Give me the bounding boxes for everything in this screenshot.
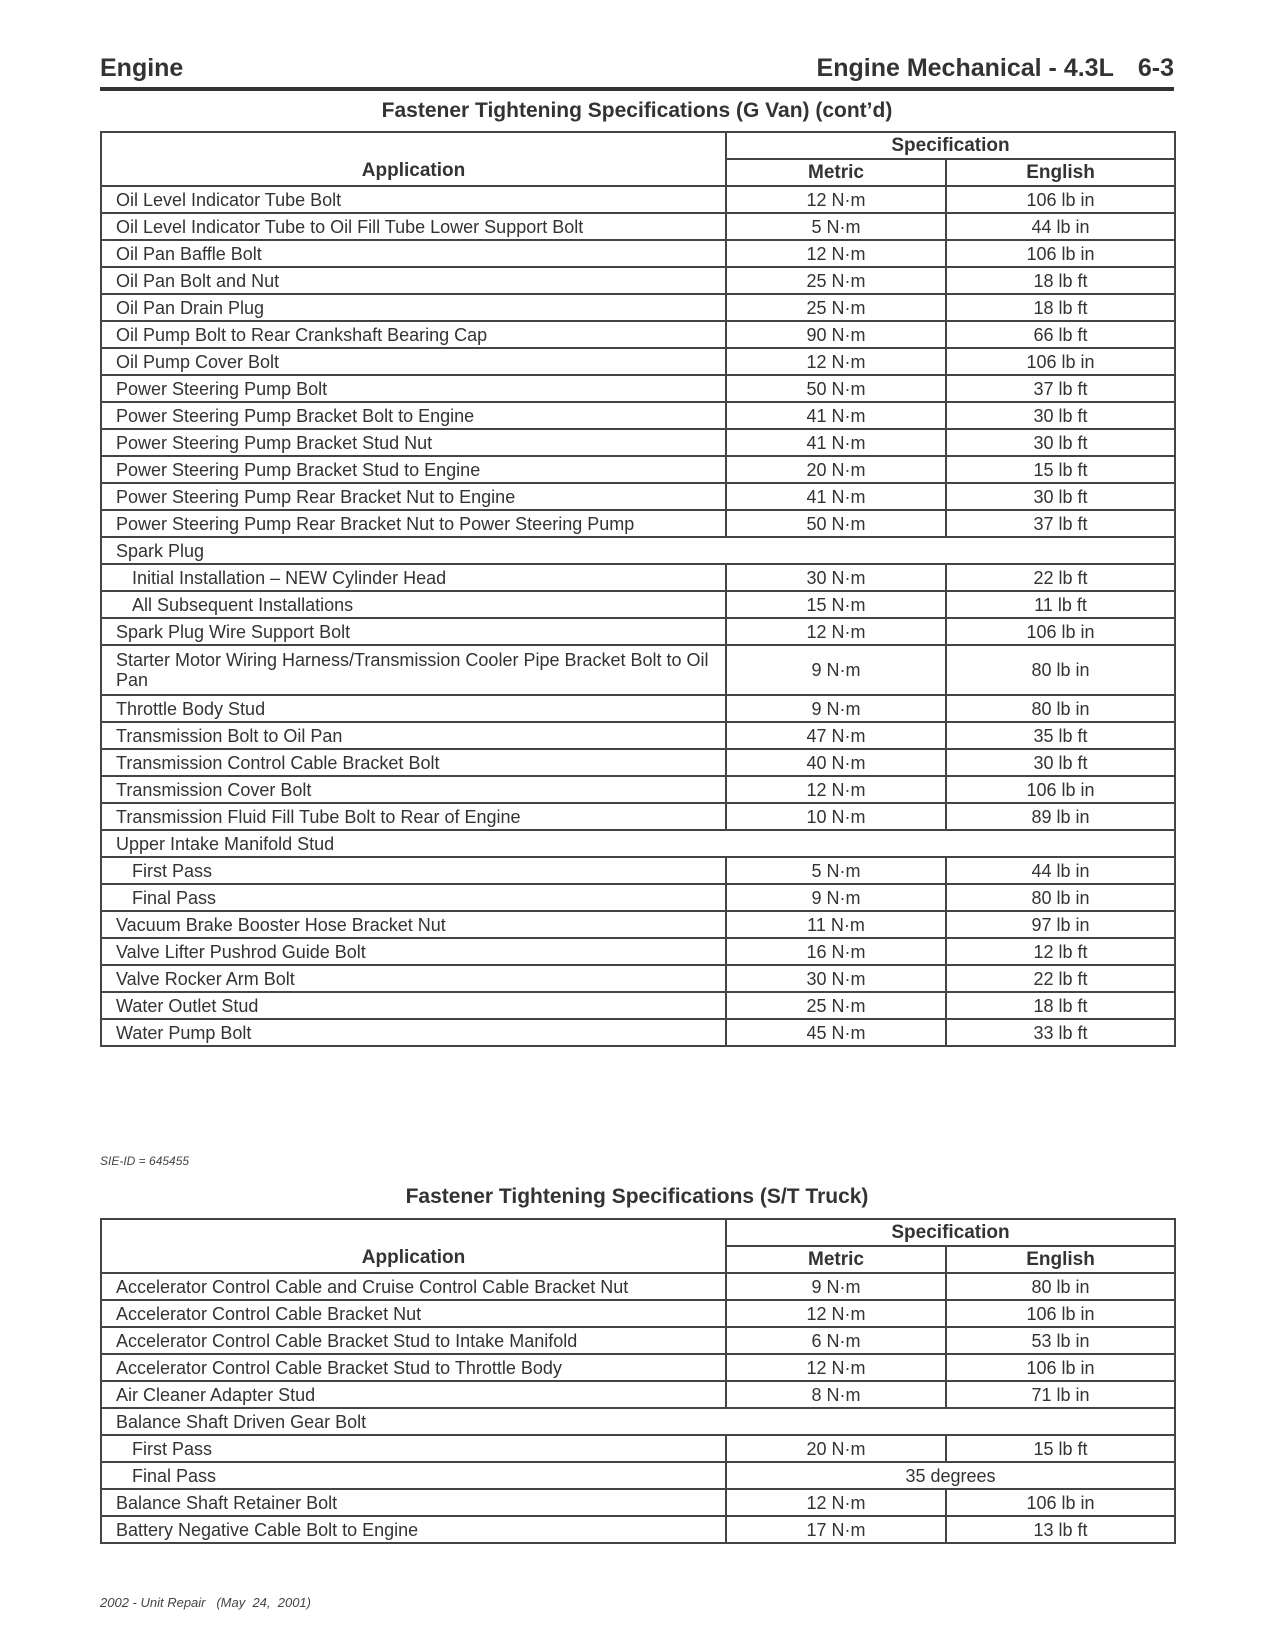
- english-cell: 30 lb ft: [946, 749, 1175, 776]
- table-row: [101, 695, 1175, 722]
- english-header: English: [946, 1246, 1175, 1273]
- metric-cell: 12 N·m: [726, 776, 946, 803]
- english-cell: 37 lb ft: [946, 510, 1175, 537]
- english-cell: 13 lb ft: [946, 1516, 1175, 1543]
- metric-cell: 25 N·m: [726, 294, 946, 321]
- application-cell: Valve Lifter Pushrod Guide Bolt: [101, 938, 726, 965]
- sie-id: SIE-ID = 645455: [100, 1154, 190, 1168]
- metric-cell: 20 N·m: [726, 1435, 946, 1462]
- application-cell: Valve Rocker Arm Bolt: [101, 965, 726, 992]
- application-header: Application: [101, 132, 726, 186]
- english-cell: 106 lb in: [946, 1354, 1175, 1381]
- chapter-name: Engine Mechanical - 4.3L: [816, 54, 1114, 82]
- metric-cell: 12 N·m: [726, 1354, 946, 1381]
- metric-cell: 12 N·m: [726, 1300, 946, 1327]
- application-cell: All Subsequent Installations: [101, 591, 726, 618]
- table-row: [101, 429, 1175, 456]
- english-cell: 97 lb in: [946, 911, 1175, 938]
- english-cell: 106 lb in: [946, 1489, 1175, 1516]
- metric-cell: 41 N·m: [726, 402, 946, 429]
- table-row: [101, 348, 1175, 375]
- metric-cell: 40 N·m: [726, 749, 946, 776]
- chapter-title: [817, 54, 1174, 83]
- application-cell: Final Pass: [101, 884, 726, 911]
- metric-cell: 20 N·m: [726, 456, 946, 483]
- english-cell: 106 lb in: [946, 776, 1175, 803]
- table-row: [101, 294, 1175, 321]
- st-truck-table-title: Fastener Tightening Specifications (S/T Truck): [405, 1185, 869, 1208]
- application-cell: Power Steering Pump Bracket Stud Nut: [101, 429, 726, 456]
- english-cell: 80 lb in: [946, 695, 1175, 722]
- table-row: [101, 911, 1175, 938]
- table-row: [101, 884, 1175, 911]
- table-row: [101, 321, 1175, 348]
- table-row: [101, 645, 1175, 695]
- application-cell: Oil Pan Bolt and Nut: [101, 267, 726, 294]
- application-cell: Accelerator Control Cable Bracket Stud to Intake Manifold: [101, 1327, 726, 1354]
- table-row: [101, 186, 1175, 213]
- application-cell: Throttle Body Stud: [101, 695, 726, 722]
- table-row: [101, 510, 1175, 537]
- table-row: [101, 1327, 1175, 1354]
- metric-cell: 12 N·m: [726, 618, 946, 645]
- english-cell: 30 lb ft: [946, 483, 1175, 510]
- table-row: [101, 591, 1175, 618]
- metric-cell: 16 N·m: [726, 938, 946, 965]
- english-cell: 12 lb ft: [946, 938, 1175, 965]
- page-number: 6-3: [1137, 54, 1174, 82]
- table-row: [101, 456, 1175, 483]
- table-row: [101, 618, 1175, 645]
- english-cell: 106 lb in: [946, 1300, 1175, 1327]
- application-cell: Transmission Bolt to Oil Pan: [101, 722, 726, 749]
- english-cell: 106 lb in: [946, 240, 1175, 267]
- english-cell: 15 lb ft: [946, 1435, 1175, 1462]
- metric-cell: 9 N·m: [726, 645, 946, 695]
- metric-cell: 12 N·m: [726, 240, 946, 267]
- table-row: [101, 375, 1175, 402]
- application-cell: Transmission Cover Bolt: [101, 776, 726, 803]
- application-cell: First Pass: [101, 1435, 726, 1462]
- g-van-spec-table: [100, 131, 1176, 1047]
- metric-cell: 45 N·m: [726, 1019, 946, 1046]
- table-row: [101, 1516, 1175, 1543]
- metric-cell: 5 N·m: [726, 857, 946, 884]
- table-row: [101, 992, 1175, 1019]
- application-cell: Water Outlet Stud: [101, 992, 726, 1019]
- table-row: [101, 938, 1175, 965]
- specification-header: Specification: [726, 132, 1175, 159]
- application-cell: Power Steering Pump Bracket Bolt to Engine: [101, 402, 726, 429]
- table-row: [101, 965, 1175, 992]
- application-cell: Battery Negative Cable Bolt to Engine: [101, 1516, 726, 1543]
- table-row: [101, 240, 1175, 267]
- group-row: [101, 537, 1175, 564]
- table-row: [101, 402, 1175, 429]
- application-cell: Initial Installation – NEW Cylinder Head: [101, 564, 726, 591]
- application-cell: Accelerator Control Cable Bracket Nut: [101, 1300, 726, 1327]
- english-cell: 80 lb in: [946, 645, 1175, 695]
- metric-cell: 50 N·m: [726, 375, 946, 402]
- table-row: [101, 213, 1175, 240]
- english-cell: 33 lb ft: [946, 1019, 1175, 1046]
- metric-cell: 17 N·m: [726, 1516, 946, 1543]
- english-cell: 106 lb in: [946, 348, 1175, 375]
- english-cell: 44 lb in: [946, 857, 1175, 884]
- table-row: [101, 1273, 1175, 1300]
- english-cell: 80 lb in: [946, 884, 1175, 911]
- english-cell: 106 lb in: [946, 186, 1175, 213]
- english-cell: 53 lb in: [946, 1327, 1175, 1354]
- english-cell: 35 lb ft: [946, 722, 1175, 749]
- table-row: [101, 267, 1175, 294]
- application-cell: Spark Plug Wire Support Bolt: [101, 618, 726, 645]
- english-header: English: [946, 159, 1175, 186]
- english-cell: 18 lb ft: [946, 267, 1175, 294]
- metric-cell: 50 N·m: [726, 510, 946, 537]
- group-label-cell: Spark Plug: [101, 537, 1175, 564]
- application-cell: Transmission Control Cable Bracket Bolt: [101, 749, 726, 776]
- table-row: [101, 776, 1175, 803]
- table-row: [101, 1354, 1175, 1381]
- english-cell: 44 lb in: [946, 213, 1175, 240]
- application-cell: Power Steering Pump Rear Bracket Nut to Power Steering Pump: [101, 510, 726, 537]
- english-cell: 37 lb ft: [946, 375, 1175, 402]
- metric-cell: 10 N·m: [726, 803, 946, 830]
- table-row: [101, 749, 1175, 776]
- st-truck-spec-table: [100, 1218, 1176, 1544]
- english-cell: 15 lb ft: [946, 456, 1175, 483]
- application-cell: Accelerator Control Cable and Cruise Control Cable Bracket Nut: [101, 1273, 726, 1300]
- english-cell: 18 lb ft: [946, 294, 1175, 321]
- application-cell: Power Steering Pump Bracket Stud to Engine: [101, 456, 726, 483]
- table-row: [101, 722, 1175, 749]
- application-cell: Oil Pump Cover Bolt: [101, 348, 726, 375]
- application-cell: Vacuum Brake Booster Hose Bracket Nut: [101, 911, 726, 938]
- application-cell: Power Steering Pump Bolt: [101, 375, 726, 402]
- table-row: [101, 1381, 1175, 1408]
- metric-cell: 12 N·m: [726, 348, 946, 375]
- application-cell: Oil Pan Drain Plug: [101, 294, 726, 321]
- application-cell: Air Cleaner Adapter Stud: [101, 1381, 726, 1408]
- table-row: [101, 803, 1175, 830]
- metric-cell: 6 N·m: [726, 1327, 946, 1354]
- application-cell: First Pass: [101, 857, 726, 884]
- table-row: [101, 1462, 1175, 1489]
- header-rule: [100, 87, 1174, 91]
- application-cell: Power Steering Pump Rear Bracket Nut to Engine: [101, 483, 726, 510]
- application-cell: Accelerator Control Cable Bracket Stud to Throttle Body: [101, 1354, 726, 1381]
- metric-cell: 90 N·m: [726, 321, 946, 348]
- application-cell: Final Pass: [101, 1462, 726, 1489]
- metric-cell: 41 N·m: [726, 483, 946, 510]
- english-cell: 66 lb ft: [946, 321, 1175, 348]
- english-cell: 18 lb ft: [946, 992, 1175, 1019]
- page-header: [100, 52, 1174, 92]
- page-footer: 2002 - Unit Repair (May 24, 2001): [100, 1595, 311, 1610]
- table-row: [101, 1435, 1175, 1462]
- application-cell: Balance Shaft Retainer Bolt: [101, 1489, 726, 1516]
- metric-cell: 25 N·m: [726, 267, 946, 294]
- metric-cell: 8 N·m: [726, 1381, 946, 1408]
- metric-cell: 11 N·m: [726, 911, 946, 938]
- english-cell: 30 lb ft: [946, 429, 1175, 456]
- metric-header: Metric: [726, 159, 946, 186]
- application-cell: Oil Pan Baffle Bolt: [101, 240, 726, 267]
- table-row: [101, 1300, 1175, 1327]
- table-row: [101, 483, 1175, 510]
- metric-cell: 15 N·m: [726, 591, 946, 618]
- english-cell: 106 lb in: [946, 618, 1175, 645]
- specification-header: Specification: [726, 1219, 1175, 1246]
- english-cell: 22 lb ft: [946, 564, 1175, 591]
- metric-cell: 9 N·m: [726, 1273, 946, 1300]
- english-cell: 80 lb in: [946, 1273, 1175, 1300]
- group-label-cell: Balance Shaft Driven Gear Bolt: [101, 1408, 1175, 1435]
- metric-cell: 12 N·m: [726, 1489, 946, 1516]
- application-cell: Water Pump Bolt: [101, 1019, 726, 1046]
- application-cell: Starter Motor Wiring Harness/Transmission Cooler Pipe Bracket Bolt to Oil Pan: [101, 645, 726, 695]
- application-cell: Oil Pump Bolt to Rear Crankshaft Bearing Cap: [101, 321, 726, 348]
- application-cell: Oil Level Indicator Tube to Oil Fill Tube Lower Support Bolt: [101, 213, 726, 240]
- english-cell: 22 lb ft: [946, 965, 1175, 992]
- english-cell: 89 lb in: [946, 803, 1175, 830]
- table-row: [101, 857, 1175, 884]
- english-cell: 11 lb ft: [946, 591, 1175, 618]
- combined-spec-cell: 35 degrees: [726, 1462, 1175, 1489]
- metric-cell: 41 N·m: [726, 429, 946, 456]
- metric-cell: 30 N·m: [726, 965, 946, 992]
- table-row: [101, 1019, 1175, 1046]
- metric-cell: 5 N·m: [726, 213, 946, 240]
- table-row: [101, 564, 1175, 591]
- english-cell: 71 lb in: [946, 1381, 1175, 1408]
- section-title: Engine: [100, 54, 184, 82]
- group-row: [101, 830, 1175, 857]
- metric-cell: 12 N·m: [726, 186, 946, 213]
- application-cell: Transmission Fluid Fill Tube Bolt to Rear of Engine: [101, 803, 726, 830]
- metric-cell: 25 N·m: [726, 992, 946, 1019]
- g-van-table-title: Fastener Tightening Specifications (G Van) (cont’d): [381, 99, 893, 122]
- metric-cell: 9 N·m: [726, 695, 946, 722]
- group-label-cell: Upper Intake Manifold Stud: [101, 830, 1175, 857]
- metric-header: Metric: [726, 1246, 946, 1273]
- table-row: [101, 1489, 1175, 1516]
- group-row: [101, 1408, 1175, 1435]
- metric-cell: 9 N·m: [726, 884, 946, 911]
- english-cell: 30 lb ft: [946, 402, 1175, 429]
- application-cell: Oil Level Indicator Tube Bolt: [101, 186, 726, 213]
- metric-cell: 47 N·m: [726, 722, 946, 749]
- application-header: Application: [101, 1219, 726, 1273]
- metric-cell: 30 N·m: [726, 564, 946, 591]
